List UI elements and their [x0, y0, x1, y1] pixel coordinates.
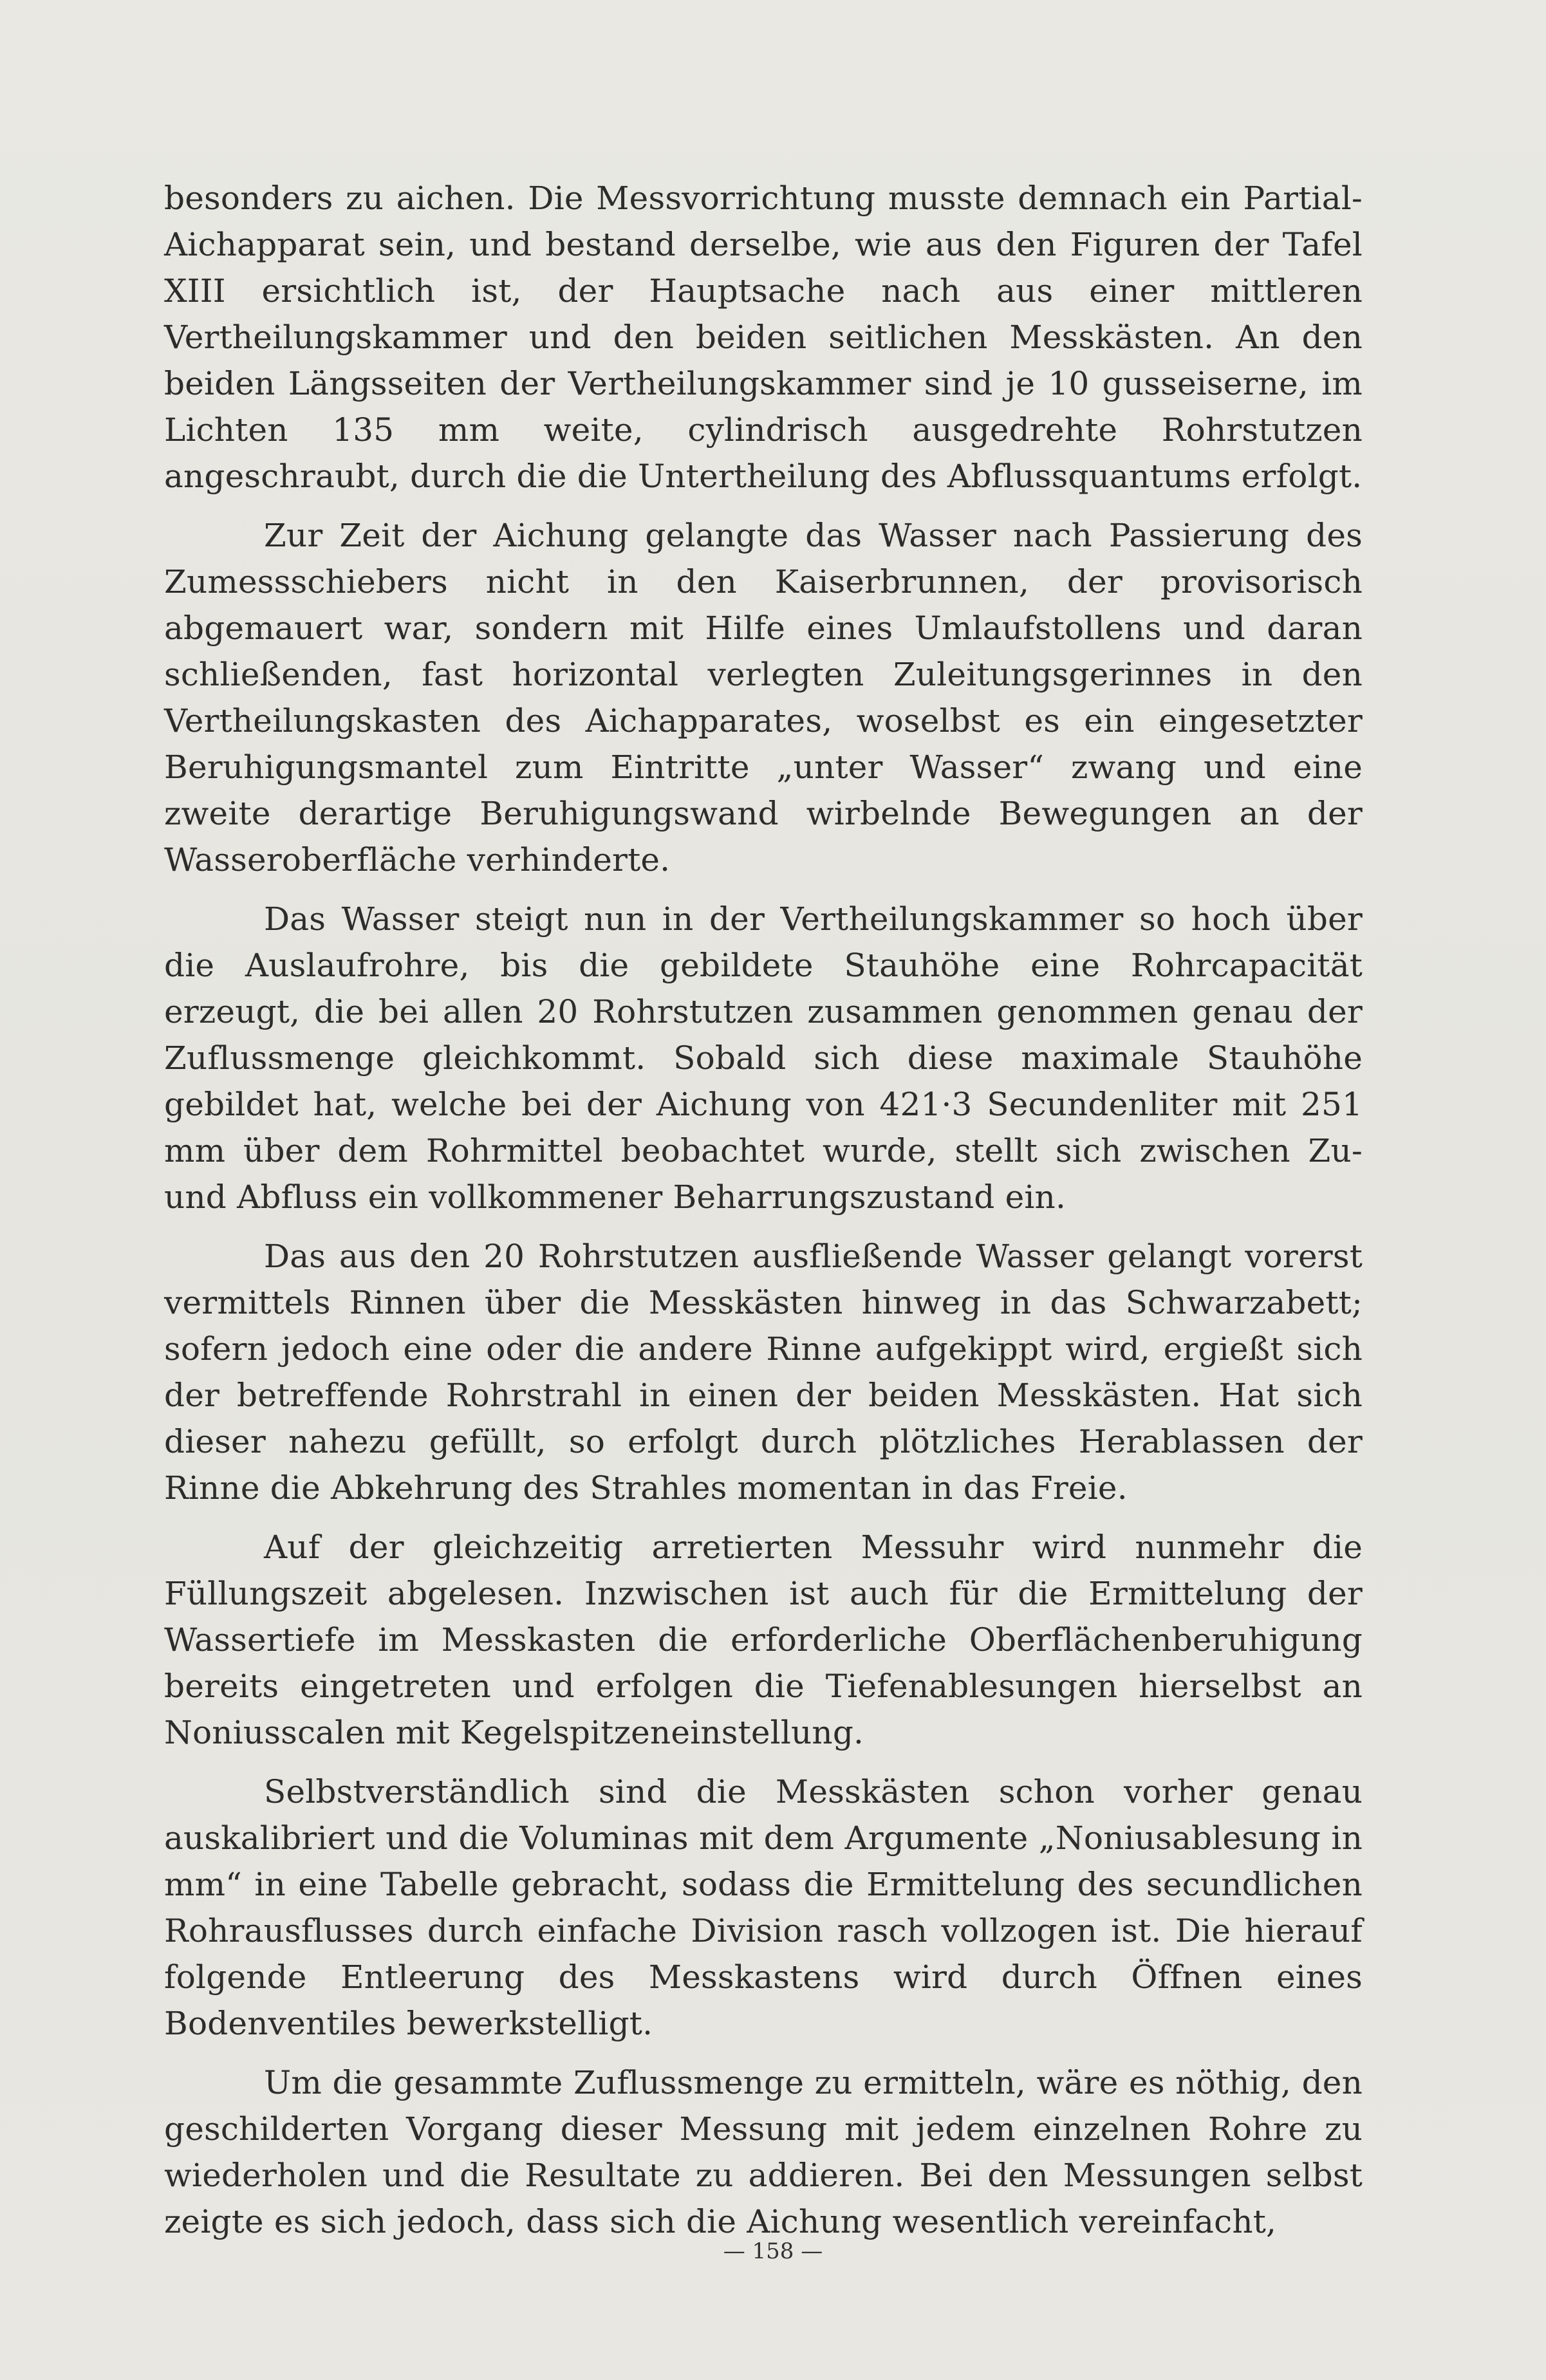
paragraph-4: Das aus den 20 Rohrstutzen ausfließende Wasser gelangt vorerst vermittels Rinnen über die Messkästen hinweg in das Schwarzabett; sofern jedoch eine oder die andere Rinne aufgekippt wird, ergießt sich der betreffende Rohrstrahl in einen der beiden Messkästen. Hat sich dieser nahezu gefüllt, so erfolgt durch plötzliches Herablassen der Rinne die Abkehrung des Strahles momentan in das Freie.	[164, 1238, 1363, 1507]
paragraph-1: besonders zu aichen. Die Messvorrichtung musste demnach ein Partial-Aichapparat sein, und bestand derselbe, wie aus den Figuren der Tafel XIII ersichtlich ist, der Hauptsache nach aus einer mittleren Vertheilungskammer und den beiden seitlichen Messkästen. An den beiden Längsseiten der Vertheilungskammer sind je 10 gusseiserne, im Lichten 135 mm weite, cylindrisch ausgedrehte Rohrstutzen angeschraubt, durch die die Untertheilung des Abflussquantums erfolgt.	[164, 180, 1363, 495]
paragraph-6: Selbstverständlich sind die Messkästen schon vorher genau auskalibriert und die Voluminas mit dem Argumente „Noniusablesung in mm“ in eine Tabelle gebracht, sodass die Ermittelung des secundlichen Rohrausflusses durch einfache Division rasch vollzogen ist. Die hierauf folgende Entleerung des Messkastens wird durch Öffnen eines Bodenventiles bewerkstelligt.	[164, 1773, 1363, 2042]
paragraph-2: Zur Zeit der Aichung gelangte das Wasser nach Passierung des Zumessschiebers nicht in den Kaiserbrunnen, der provisorisch abgemauert war, sondern mit Hilfe eines Umlaufstollens und daran schließenden, fast horizontal verlegten Zuleitungsgerinnes in den Vertheilungskasten des Aichapparates, woselbst es ein eingesetzter Beruhigungsmantel zum Eintritte „unter Wasser“ zwang und eine zweite derartige Beruhigungswand wirbelnde Bewegungen an der Wasseroberfläche verhinderte.	[164, 517, 1363, 879]
page-number: — 158 —	[723, 2238, 823, 2264]
paragraph-3: Das Wasser steigt nun in der Vertheilungskammer so hoch über die Auslaufrohre, bis die gebildete Stauhöhe eine Rohrcapacität erzeugt, die bei allen 20 Rohrstutzen zusammen genommen genau der Zuflussmenge gleichkommt. Sobald sich diese maximale Stauhöhe gebildet hat, welche bei der Aichung von 421·3 Secundenliter mit 251 mm über dem Rohrmittel beobachtet wurde, stellt sich zwischen Zu- und Abfluss ein vollkommener Beharrungszustand ein.	[164, 900, 1363, 1216]
paragraph-7: Um die gesammte Zuflussmenge zu ermitteln, wäre es nöthig, den geschilderten Vorgang dieser Messung mit jedem einzelnen Rohre zu wiederholen und die Resultate zu addieren. Bei den Messungen selbst zeigte es sich jedoch, dass sich die Aichung wesentlich vereinfacht,	[164, 2064, 1363, 2240]
paragraph-5: Auf der gleichzeitig arretierten Messuhr wird nunmehr die Füllungszeit abgelesen. Inzwischen ist auch für die Ermittelung der Wassertiefe im Messkasten die erforderliche Oberflächenberuhigung bereits eingetreten und erfolgen die Tiefenablesungen hierselbst an Noniusscalen mit Kegelspitzeneinstellung.	[164, 1529, 1363, 1751]
body-text	[164, 175, 1363, 2258]
